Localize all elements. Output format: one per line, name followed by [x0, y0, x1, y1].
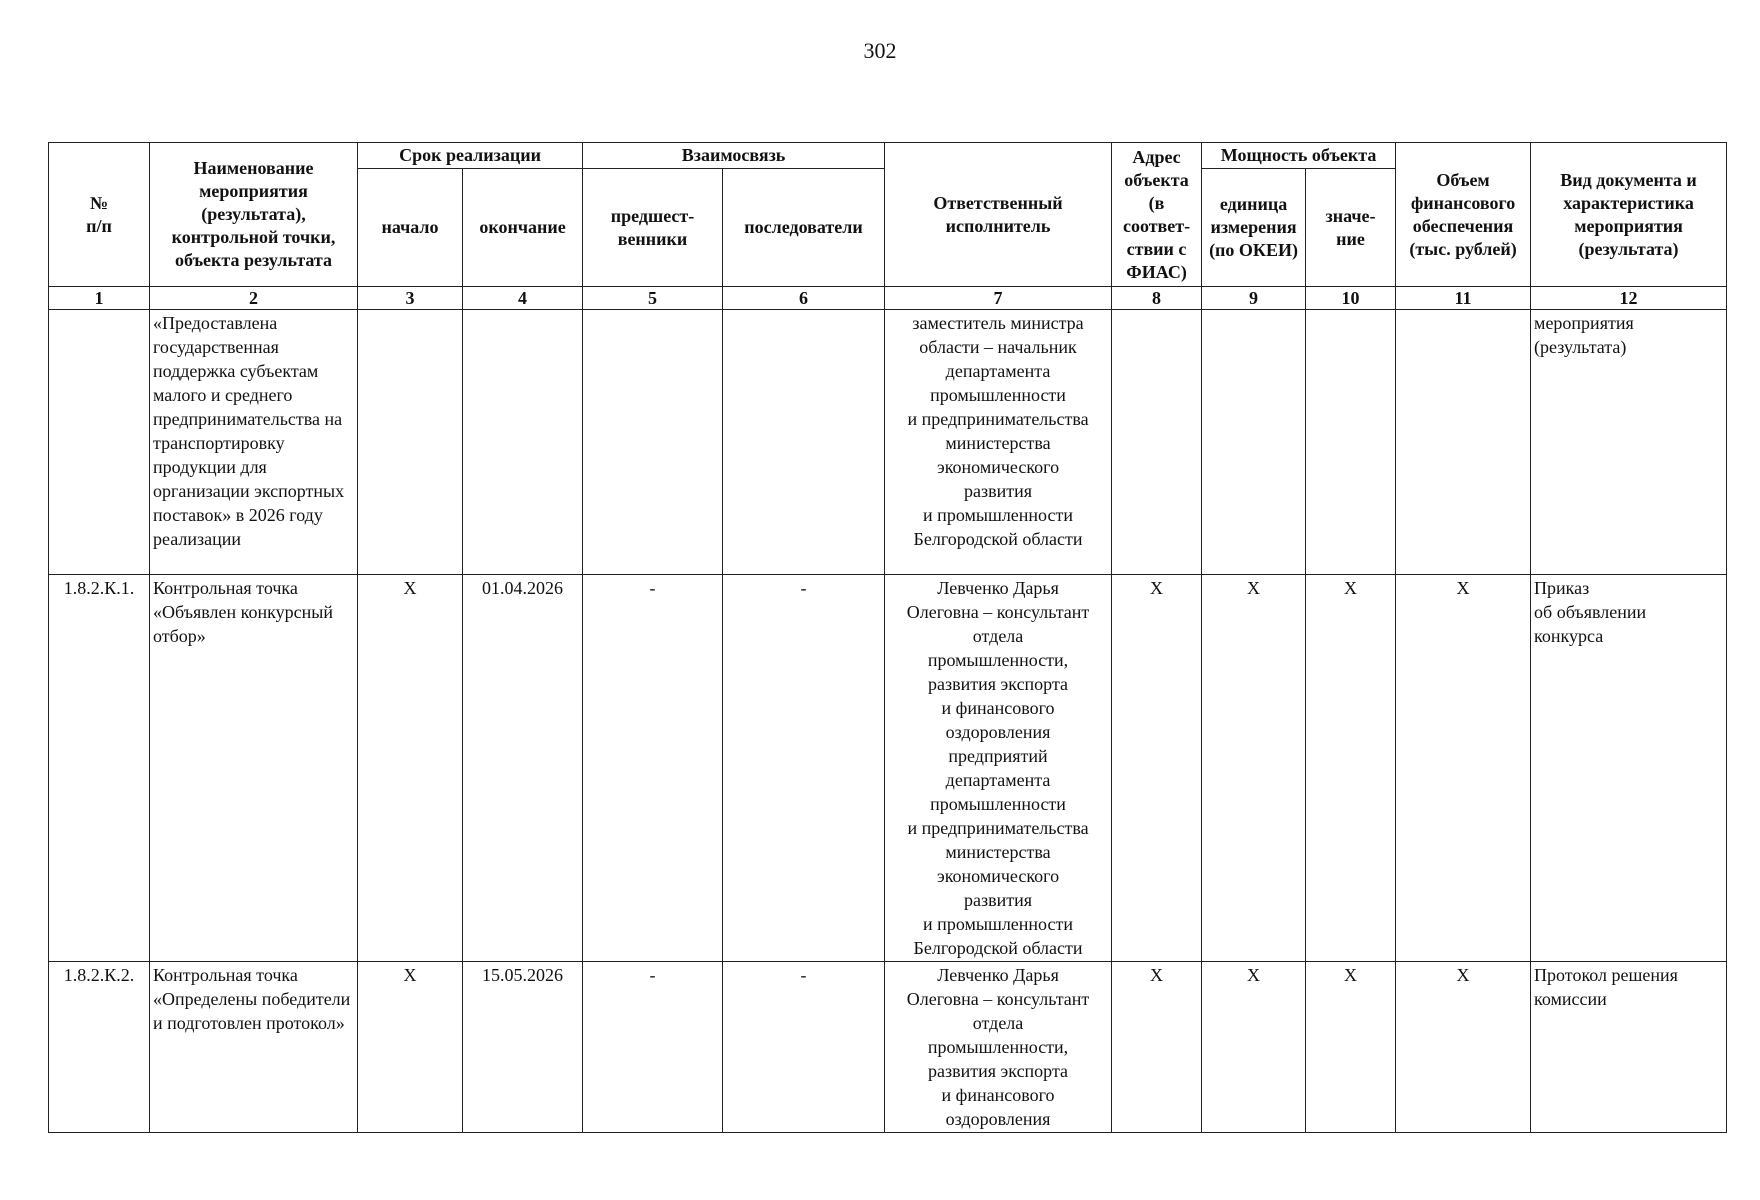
column-number: 6	[723, 287, 885, 310]
header-start: начало	[358, 169, 463, 287]
page-number: 302	[863, 38, 897, 63]
header-row-top	[49, 143, 1727, 169]
column-number: 10	[1306, 287, 1396, 310]
header-end: окончание	[463, 169, 583, 287]
row-unit: X	[1202, 575, 1306, 962]
row-successors: -	[723, 575, 885, 962]
header-address: Адрес объекта (в соответ-ствии с ФИАС)	[1112, 143, 1202, 287]
row-address	[1112, 310, 1202, 575]
column-number: 7	[885, 287, 1112, 310]
column-number: 11	[1396, 287, 1531, 310]
row-name: Контрольная точка «Определены победители и подготовлен протокол»	[150, 962, 358, 1133]
row-executor: Левченко Дарья Олеговна – консультант отдела промышленности, развития экспорта и финансового оздоровления предприятий департамента промышленности и предпринимательства министерства экономического развития и промышленности Белгородской области	[885, 575, 1112, 962]
row-document: мероприятия (результата)	[1531, 310, 1727, 575]
row-value	[1306, 310, 1396, 575]
row-number: 1.8.2.К.1.	[49, 575, 150, 962]
table-row	[49, 962, 1727, 1133]
table-row	[49, 575, 1727, 962]
row-finance	[1396, 310, 1531, 575]
row-unit: X	[1202, 962, 1306, 1133]
row-value: X	[1306, 575, 1396, 962]
header-group-capacity: Мощность объекта	[1202, 143, 1396, 169]
row-document: Протокол решения комиссии	[1531, 962, 1727, 1133]
row-address: X	[1112, 962, 1202, 1133]
header-name: Наименование мероприятия (результата), контрольной точки, объекта результата	[150, 143, 358, 287]
header-executor: Ответственный исполнитель	[885, 143, 1112, 287]
row-number	[49, 310, 150, 575]
row-predecessors: -	[583, 575, 723, 962]
row-number: 1.8.2.К.2.	[49, 962, 150, 1133]
row-unit	[1202, 310, 1306, 575]
column-number: 1	[49, 287, 150, 310]
row-finance: X	[1396, 575, 1531, 962]
row-successors	[723, 310, 885, 575]
header-group-link: Взаимосвязь	[583, 143, 885, 169]
row-value: X	[1306, 962, 1396, 1133]
column-number: 8	[1112, 287, 1202, 310]
header-unit: единица измерения (по ОКЕИ)	[1202, 169, 1306, 287]
row-finance: X	[1396, 962, 1531, 1133]
column-number: 12	[1531, 287, 1727, 310]
row-predecessors: -	[583, 962, 723, 1133]
column-number: 4	[463, 287, 583, 310]
row-predecessors	[583, 310, 723, 575]
events-table	[48, 142, 1727, 1133]
row-end: 15.05.2026	[463, 962, 583, 1133]
row-end: 01.04.2026	[463, 575, 583, 962]
row-executor: Левченко Дарья Олеговна – консультант отдела промышленности, развития экспорта и финансового оздоровления	[885, 962, 1112, 1133]
header-number: № п/п	[49, 143, 150, 287]
row-address: X	[1112, 575, 1202, 962]
column-number: 5	[583, 287, 723, 310]
row-successors: -	[723, 962, 885, 1133]
row-name: «Предоставлена государственная поддержка субъектам малого и среднего предпринимательства на транспортировку продукции для организации экспортных поставок» в 2026 году реализации	[150, 310, 358, 575]
header-document: Вид документа и характеристика мероприятия (результата)	[1531, 143, 1727, 287]
row-executor: заместитель министра области – начальник департамента промышленности и предпринимательства министерства экономического развития и промышленности Белгородской области	[885, 310, 1112, 575]
table-row	[49, 310, 1727, 575]
header-finance: Объем финансового обеспечения (тыс. рублей)	[1396, 143, 1531, 287]
row-start	[358, 310, 463, 575]
column-number: 2	[150, 287, 358, 310]
column-number-row	[49, 287, 1727, 310]
header-group-timing: Срок реализации	[358, 143, 583, 169]
row-name: Контрольная точка «Объявлен конкурсный отбор»	[150, 575, 358, 962]
row-end	[463, 310, 583, 575]
header-successors: последователи	[723, 169, 885, 287]
row-start: X	[358, 575, 463, 962]
header-predecessors: предшест- венники	[583, 169, 723, 287]
header-value: значе- ние	[1306, 169, 1396, 287]
column-number: 9	[1202, 287, 1306, 310]
column-number: 3	[358, 287, 463, 310]
row-document: Приказ об объявлении конкурса	[1531, 575, 1727, 962]
row-start: X	[358, 962, 463, 1133]
